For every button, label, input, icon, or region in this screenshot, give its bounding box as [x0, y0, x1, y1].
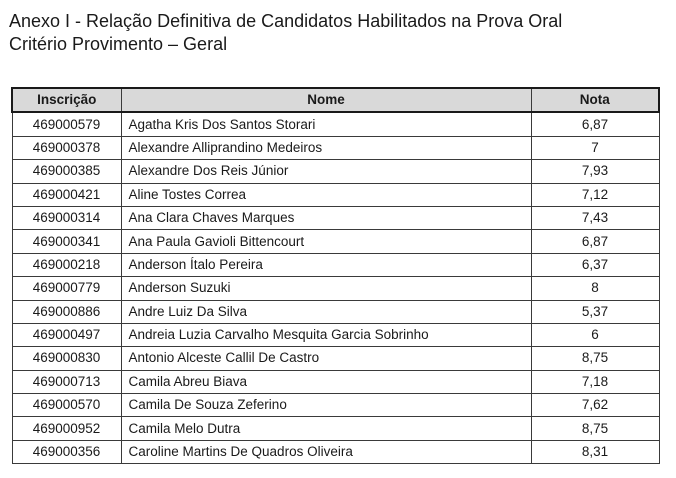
candidates-table — [11, 87, 660, 464]
title-line-1: Anexo I - Relação Definitiva de Candidatos Habilitados na Prova Oral — [9, 11, 563, 31]
cell-nome: Andreia Luzia Carvalho Mesquita Garcia Sobrinho — [121, 323, 531, 346]
cell-nome: Camila Melo Dutra — [121, 417, 531, 440]
cell-inscricao: 469000713 — [12, 370, 121, 393]
header-inscricao: Inscrição — [12, 88, 121, 112]
header-nome: Nome — [121, 88, 531, 112]
table-row — [12, 183, 659, 206]
cell-inscricao: 469000497 — [12, 323, 121, 346]
table-row — [12, 417, 659, 440]
table-row — [12, 277, 659, 300]
cell-nome: Aline Tostes Correa — [121, 183, 531, 206]
cell-inscricao: 469000314 — [12, 206, 121, 229]
cell-inscricao: 469000356 — [12, 440, 121, 463]
cell-nota: 7,62 — [531, 394, 659, 417]
cell-inscricao: 469000952 — [12, 417, 121, 440]
cell-inscricao: 469000421 — [12, 183, 121, 206]
table-row — [12, 206, 659, 229]
cell-inscricao: 469000570 — [12, 394, 121, 417]
cell-nome: Caroline Martins De Quadros Oliveira — [121, 440, 531, 463]
cell-nota: 7,43 — [531, 206, 659, 229]
cell-nome: Camila Abreu Biava — [121, 370, 531, 393]
table-body — [12, 112, 659, 463]
document-title — [9, 10, 562, 56]
cell-inscricao: 469000830 — [12, 347, 121, 370]
cell-nome: Agatha Kris Dos Santos Storari — [121, 112, 531, 136]
cell-nota: 8,75 — [531, 347, 659, 370]
cell-nota: 7,12 — [531, 183, 659, 206]
table-row — [12, 440, 659, 463]
cell-inscricao: 469000378 — [12, 136, 121, 159]
cell-nome: Anderson Suzuki — [121, 277, 531, 300]
table-row — [12, 253, 659, 276]
table-row — [12, 230, 659, 253]
table-row — [12, 160, 659, 183]
header-nota: Nota — [531, 88, 659, 112]
cell-nota: 8 — [531, 277, 659, 300]
table-header — [12, 88, 659, 112]
title-line-2: Critério Provimento – Geral — [9, 34, 228, 54]
table-row — [12, 300, 659, 323]
cell-nome: Alexandre Alliprandino Medeiros — [121, 136, 531, 159]
cell-nota: 7 — [531, 136, 659, 159]
cell-nota: 6 — [531, 323, 659, 346]
table-row — [12, 112, 659, 136]
cell-nota: 6,87 — [531, 112, 659, 136]
cell-nota: 8,31 — [531, 440, 659, 463]
cell-nome: Ana Clara Chaves Marques — [121, 206, 531, 229]
cell-nome: Ana Paula Gavioli Bittencourt — [121, 230, 531, 253]
cell-inscricao: 469000779 — [12, 277, 121, 300]
table-row — [12, 136, 659, 159]
cell-nome: Andre Luiz Da Silva — [121, 300, 531, 323]
cell-nota: 7,93 — [531, 160, 659, 183]
table-row — [12, 370, 659, 393]
cell-nome: Antonio Alceste Callil De Castro — [121, 347, 531, 370]
header-row — [12, 88, 659, 112]
table-row — [12, 347, 659, 370]
cell-nota: 5,37 — [531, 300, 659, 323]
cell-nota: 7,18 — [531, 370, 659, 393]
cell-nota: 8,75 — [531, 417, 659, 440]
cell-inscricao: 469000218 — [12, 253, 121, 276]
table-row — [12, 394, 659, 417]
cell-inscricao: 469000579 — [12, 112, 121, 136]
cell-nota: 6,87 — [531, 230, 659, 253]
cell-nome: Anderson Ítalo Pereira — [121, 253, 531, 276]
table-row — [12, 323, 659, 346]
cell-inscricao: 469000886 — [12, 300, 121, 323]
cell-nome: Alexandre Dos Reis Júnior — [121, 160, 531, 183]
cell-nome: Camila De Souza Zeferino — [121, 394, 531, 417]
cell-nota: 6,37 — [531, 253, 659, 276]
cell-inscricao: 469000341 — [12, 230, 121, 253]
cell-inscricao: 469000385 — [12, 160, 121, 183]
